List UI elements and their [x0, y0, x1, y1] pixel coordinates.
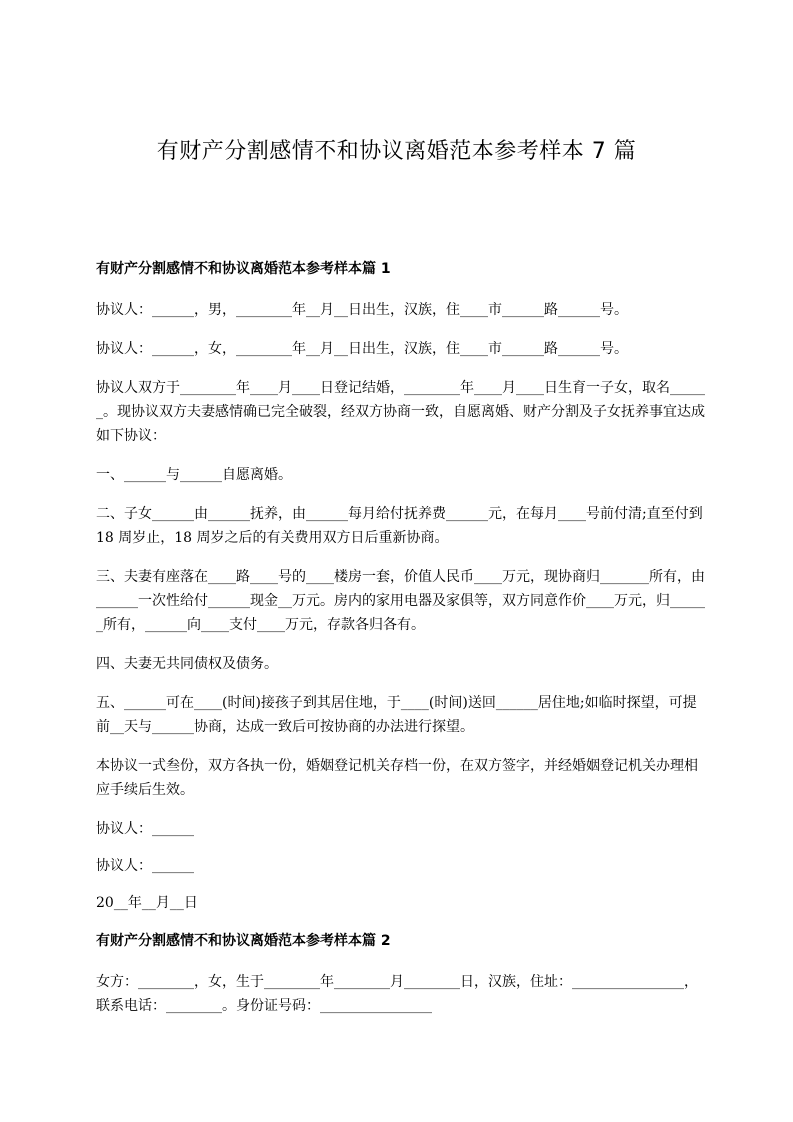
validity-paragraph: 本协议一式叁份，双方各执一份，婚姻登记机关存档一份，在双方签字，并经婚姻登记机关办理相应手续后生效。	[96, 758, 698, 798]
clause-1-paragraph: 一、______与______自愿离婚。	[96, 467, 292, 483]
section-heading-2: 有财产分割感情不和协议离婚范本参考样本篇 2	[96, 933, 391, 949]
section-heading-1: 有财产分割感情不和协议离婚范本参考样本篇 1	[96, 261, 391, 277]
page-title: 有财产分割感情不和协议离婚范本参考样本 7 篇	[156, 139, 637, 164]
clause-5-paragraph: 五、______可在____(时间)接孩子到其居住地，于____(时间)送回______居住地;如临时探望，可提前__天与______协商，达成一致后可按协商的办法进行探望。	[96, 695, 697, 735]
signature-line-2: 协议人：______	[96, 858, 194, 874]
clause-3-paragraph: 三、夫妻有座落在____路____号的____楼房一套，价值人民币____万元，现协商归_______所有，由______一次性给付______现金__万元。房内的家用电器及家俱等，双方同意作价____万元，归______所有，______向____支付____万元，存款各归各有。	[96, 569, 705, 633]
marriage-info-paragraph: 协议人双方于________年____月____日登记结婚，________年____月____日生育一子女，取名______。现协议双方夫妻感情确已完全破裂，经双方协商一致，自愿离婚、财产分割及子女抚养事宜达成如下协议：	[96, 380, 705, 444]
document-body	[96, 256, 708, 1033]
clause-4-paragraph: 四、夫妻无共同债权及债务。	[96, 656, 278, 672]
female-party-info-paragraph: 女方：________，女，生于________年________月________日，汉族，住址：________________，联系电话：________。身份证号码：________________	[96, 974, 698, 1014]
party-female-paragraph: 协议人：______，女，________年__月__日出生，汉族，住____市______路______号。	[96, 341, 628, 357]
signature-line-1: 协议人：______	[96, 821, 194, 837]
date-line: 20__年__月__日	[96, 895, 198, 911]
party-male-paragraph: 协议人：______，男，________年__月__日出生，汉族，住____市______路______号。	[96, 302, 628, 318]
clause-2-paragraph: 二、子女______由______抚养，由______每月给付抚养费______元，在每月____号前付清;直至付到 18 周岁止，18 周岁之后的有关费用双方日后重新协商。	[96, 506, 703, 546]
